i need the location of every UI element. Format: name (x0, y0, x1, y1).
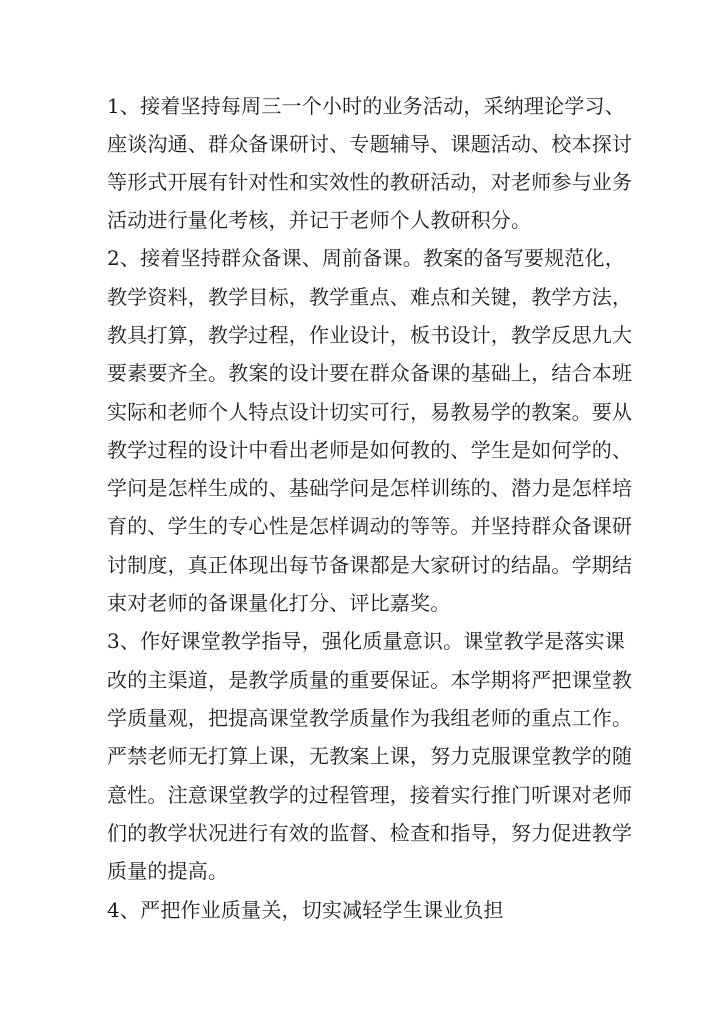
text-line: 要素要齐全。教案的设计要在群众备课的基础上，结合本班 (107, 361, 633, 385)
text-line: 3、作好课堂教学指导，强化质量意识。课堂教学是落实课 (107, 629, 625, 653)
text-line: 活动进行量化考核，并记于老师个人教研积分。 (107, 208, 532, 232)
text-line: 学质量观，把提高课堂教学质量作为我组老师的重点工作。 (107, 706, 633, 730)
text-line: 2、接着坚持群众备课、周前备课。教案的备写要规范化， (107, 246, 625, 270)
text-line: 严禁老师无打算上课，无教案上课，努力克服课堂教学的随 (107, 744, 633, 768)
text-line: 意性。注意课堂教学的过程管理，接着实行推门听课对老师 (107, 783, 633, 807)
text-line: 教学过程的设计中看出老师是如何教的、学生是如何学的、 (107, 438, 633, 462)
text-line: 育的、学生的专心性是怎样调动的等等。并坚持群众备课研 (107, 514, 633, 538)
text-line: 1、接着坚持每周三一个小时的业务活动，采纳理论学习、 (107, 94, 625, 118)
text-line: 改的主渠道，是教学质量的重要保证。本学期将严把课堂教 (107, 668, 633, 692)
text-line: 们的教学状况进行有效的监督、检查和指导，努力促进教学 (107, 821, 633, 845)
text-line: 教具打算，教学过程，作业设计，板书设计，教学反思九大 (107, 323, 633, 347)
text-line: 座谈沟通、群众备课研讨、专题辅导、课题活动、校本探讨 (107, 132, 633, 156)
text-line: 讨制度，真正体现出每节备课都是大家研讨的结晶。学期结 (107, 553, 633, 577)
text-line: 实际和老师个人特点设计切实可行，易教易学的教案。要从 (107, 400, 633, 424)
text-line: 学问是怎样生成的、基础学问是怎样训练的、潜力是怎样培 (107, 476, 633, 500)
text-line: 束对老师的备课量化打分、评比嘉奖。 (107, 591, 451, 615)
text-line: 质量的提高。 (107, 859, 229, 883)
text-line: 4、严把作业质量关，切实减轻学生课业负担 (107, 898, 504, 922)
text-line: 等形式开展有针对性和实效性的教研活动，对老师参与业务 (107, 170, 633, 194)
text-line: 教学资料，教学目标，教学重点、难点和关键，教学方法， (107, 285, 633, 309)
